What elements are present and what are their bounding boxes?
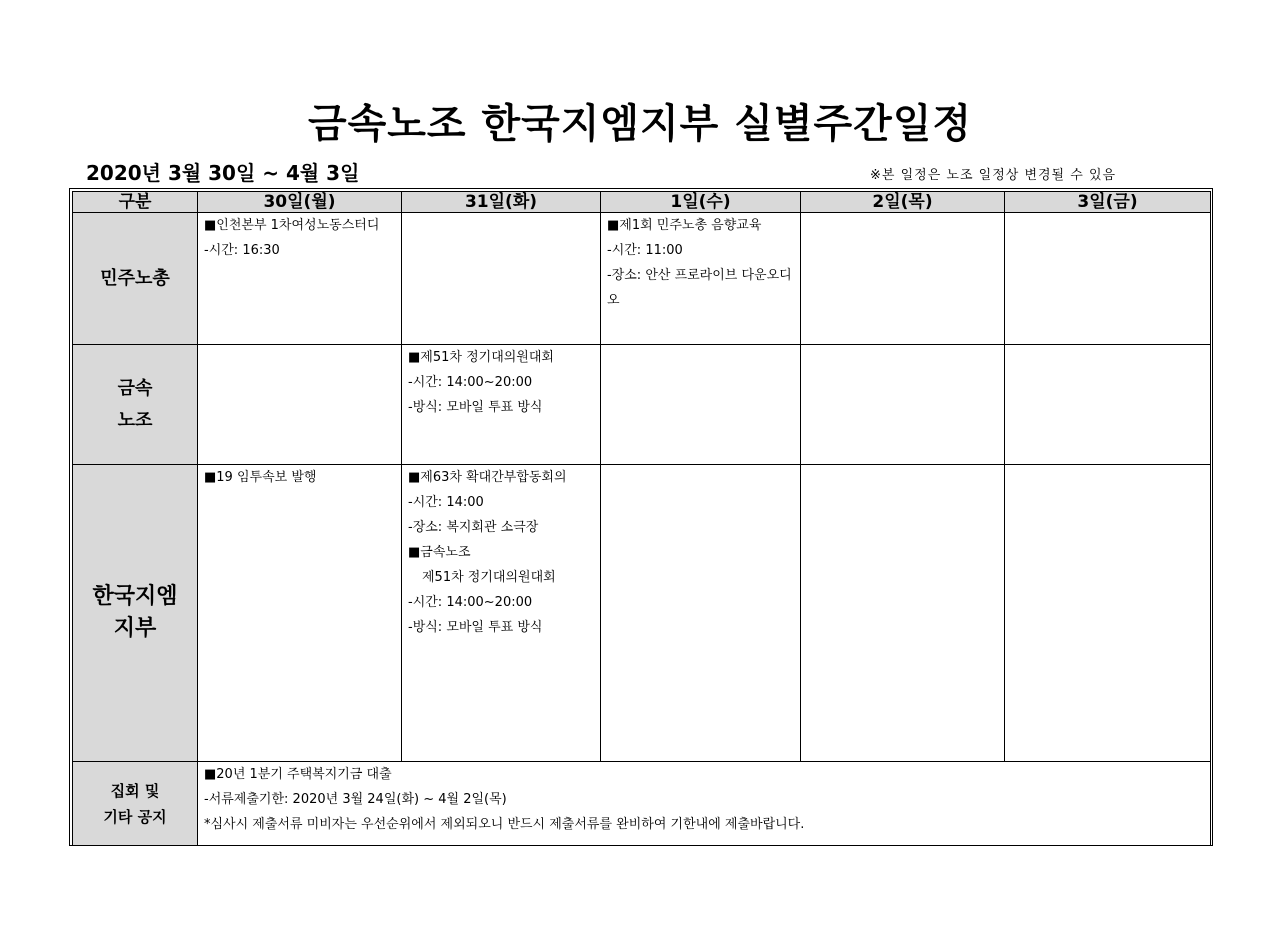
event-line: -방식: 모바일 투표 방식	[408, 620, 543, 635]
header-row	[73, 192, 1211, 213]
category-label: 집회 및	[110, 781, 160, 800]
event-line: ■19 임투속보 발행	[204, 470, 317, 485]
header-day: 3일(금)	[1005, 192, 1211, 213]
row-category	[73, 465, 198, 762]
schedule-cell	[1005, 213, 1211, 345]
event-line: ■제51차 정기대의원대회	[408, 350, 554, 365]
event-line: -시간: 16:30	[204, 243, 280, 258]
header-day: 1일(수)	[601, 192, 801, 213]
event-line: ■제1회 민주노총 음향교육	[607, 218, 762, 233]
schedule-cell	[402, 465, 601, 762]
event-line: -방식: 모바일 투표 방식	[408, 400, 543, 415]
notice-cell	[198, 762, 1211, 846]
row-category	[73, 762, 198, 846]
category-label: 한국지엠	[92, 584, 178, 609]
category-label: 금속	[117, 377, 153, 399]
event-line: -장소: 안산 프로라이브 다운오디오	[607, 268, 792, 308]
schedule-cell	[801, 465, 1005, 762]
event-line: -장소: 복지회관 소극장	[408, 520, 539, 535]
date-range: 2020년 3월 30일 ~ 4월 3일	[86, 161, 360, 185]
schedule-cell	[198, 465, 402, 762]
table-row	[73, 345, 1211, 465]
category-label: 노조	[117, 409, 153, 431]
event-line: -시간: 14:00~20:00	[408, 595, 533, 610]
event-line: -시간: 14:00	[408, 495, 484, 510]
event-line: ■금속노조	[408, 545, 471, 560]
weekly-schedule-table	[72, 191, 1211, 846]
event-line: 제51차 정기대의원대회	[422, 570, 556, 585]
schedule-cell	[801, 213, 1005, 345]
event-line: ■제63차 확대간부합동회의	[408, 470, 567, 485]
category-label: 지부	[113, 616, 157, 641]
event-line: ■인천본부 1차여성노동스터디	[204, 218, 380, 233]
notice-line: *심사시 제출서류 미비자는 우선순위에서 제외되오니 반드시 제출서류를 완비하여 기한내에 제출바랍니다.	[204, 817, 805, 832]
change-notice: ※본 일정은 노조 일정상 변경될 수 있음	[870, 168, 1117, 183]
event-line: -시간: 14:00~20:00	[408, 375, 533, 390]
schedule-cell	[198, 213, 402, 345]
notice-row	[73, 762, 1211, 846]
table-row	[73, 213, 1211, 345]
schedule-cell	[601, 213, 801, 345]
schedule-cell	[402, 213, 601, 345]
notice-line: ■20년 1분기 주택복지기금 대출	[204, 767, 392, 782]
category-label: 민주노총	[100, 267, 170, 289]
page-title: 금속노조 한국지엠지부 실별주간일정	[307, 101, 973, 147]
header-category: 구분	[73, 192, 198, 213]
header-day: 2일(목)	[801, 192, 1005, 213]
schedule-cell	[198, 345, 402, 465]
row-category	[73, 213, 198, 345]
schedule-cell	[402, 345, 601, 465]
table-row	[73, 465, 1211, 762]
category-label: 기타 공지	[103, 807, 167, 826]
schedule-cell	[1005, 345, 1211, 465]
header-day: 30일(월)	[198, 192, 402, 213]
schedule-cell	[601, 465, 801, 762]
event-line: -시간: 11:00	[607, 243, 683, 258]
schedule-cell	[601, 345, 801, 465]
row-category	[73, 345, 198, 465]
schedule-cell	[801, 345, 1005, 465]
header-day: 31일(화)	[402, 192, 601, 213]
schedule-cell	[1005, 465, 1211, 762]
notice-line: -서류제출기한: 2020년 3월 24일(화) ~ 4월 2일(목)	[204, 792, 507, 807]
